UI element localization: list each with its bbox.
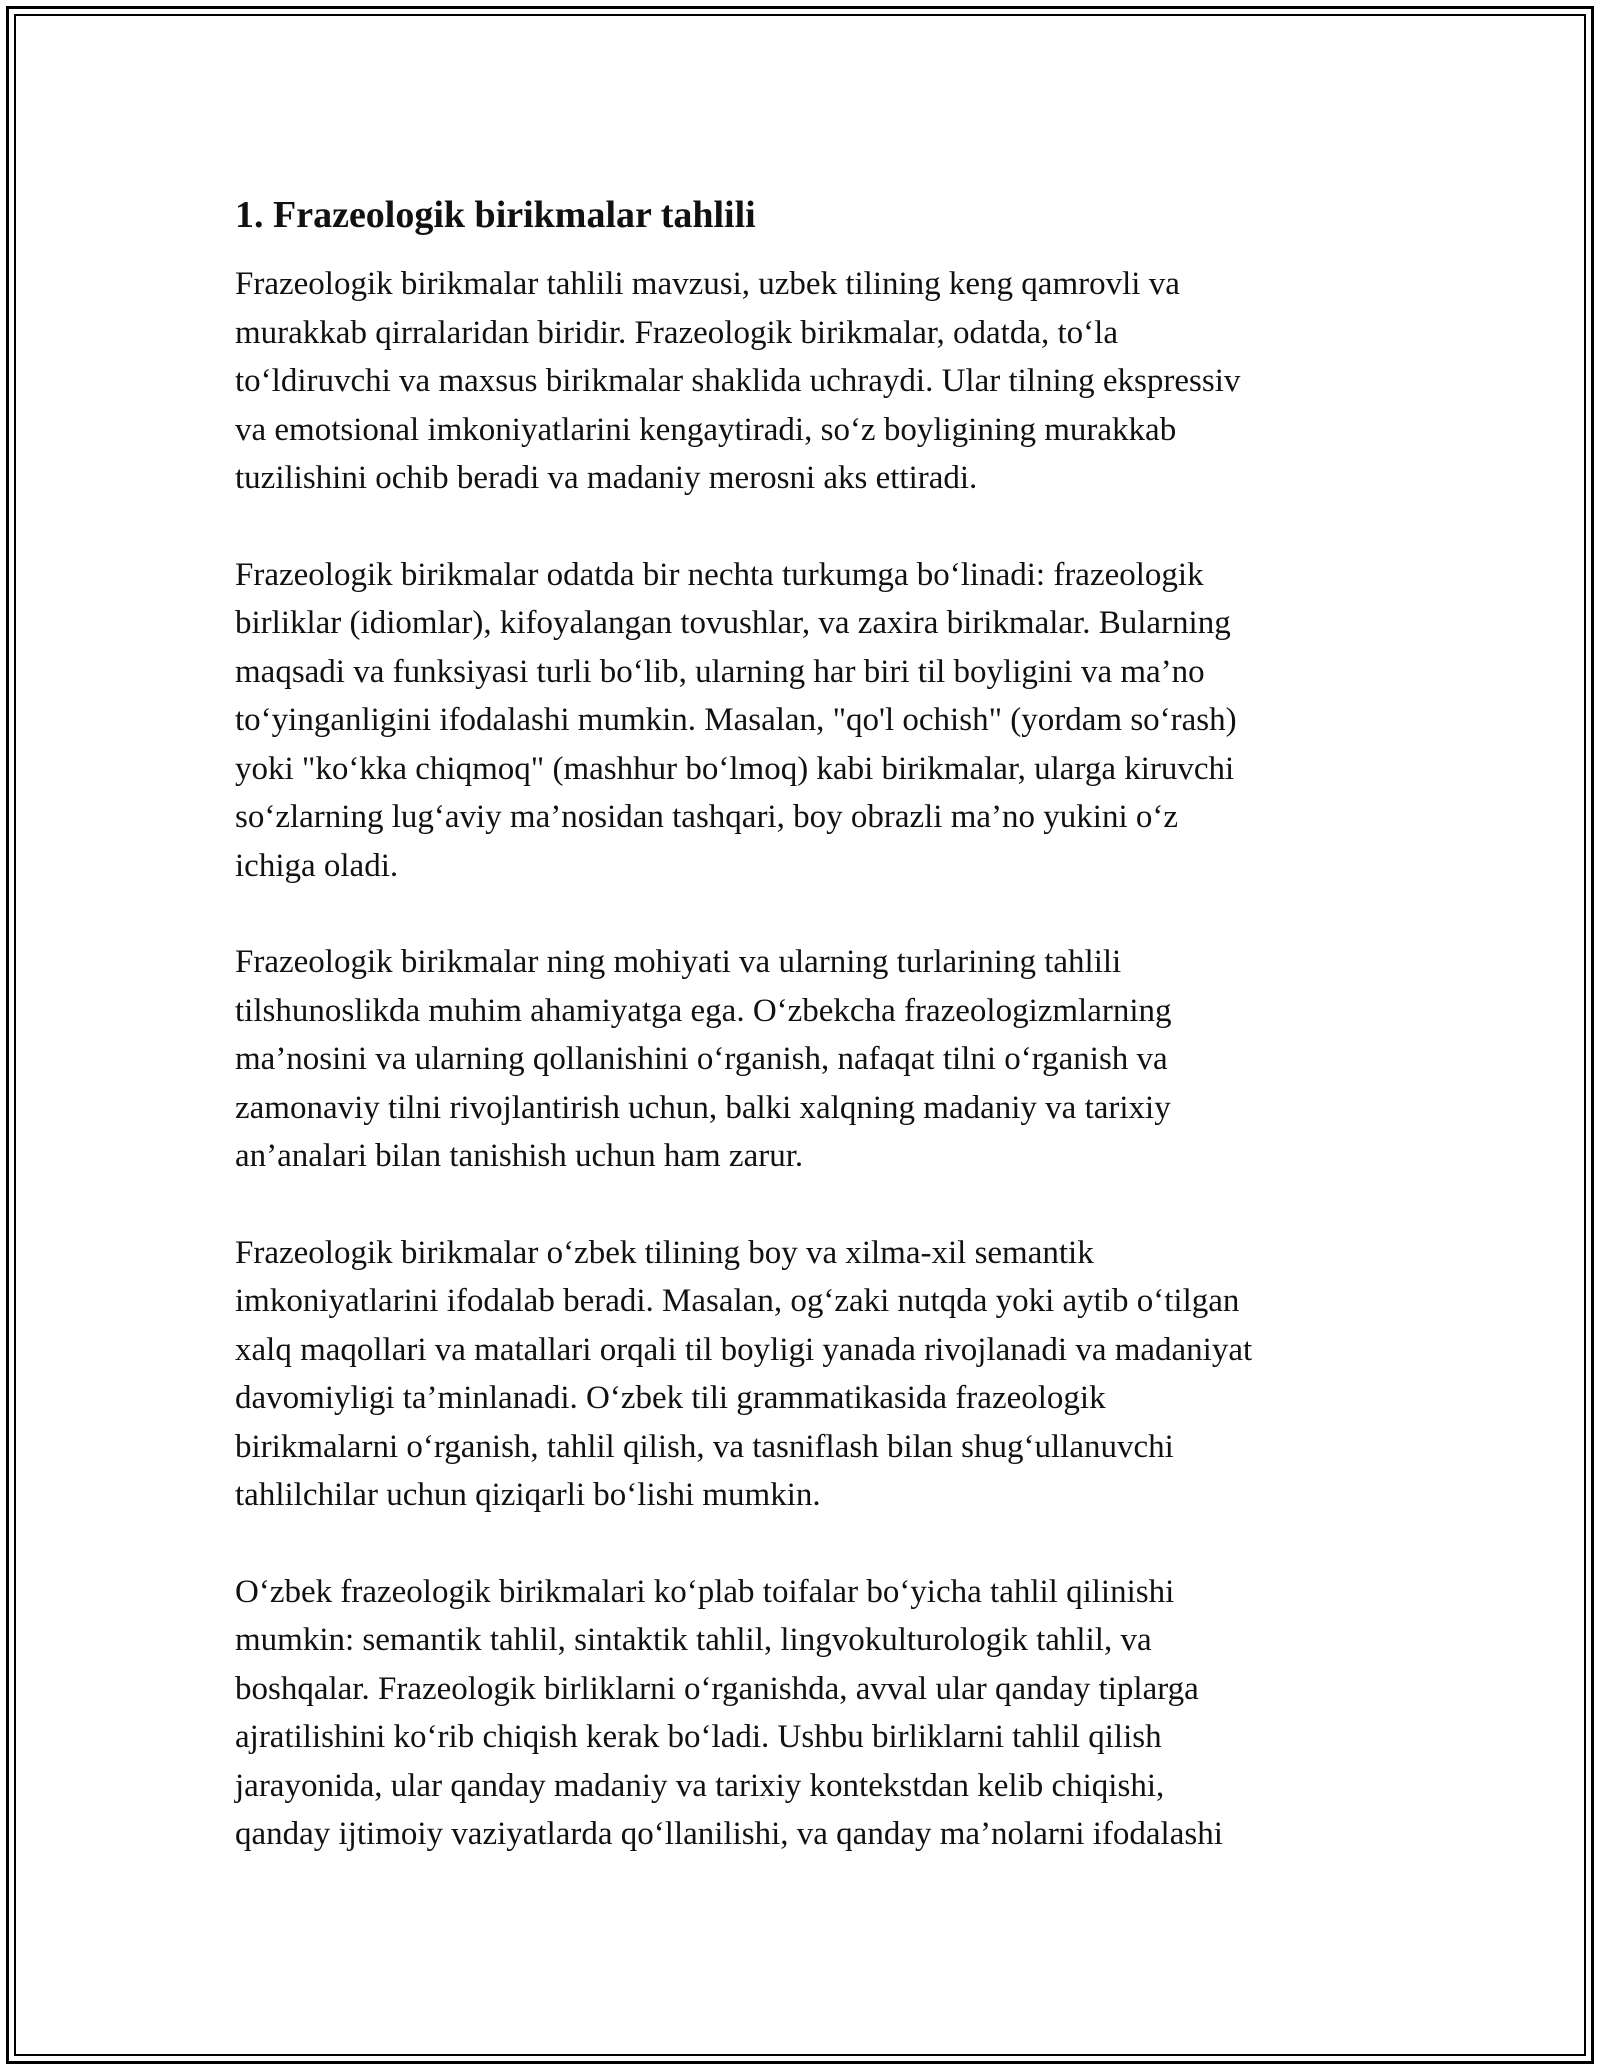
text-line: yoki "ko‘kka chiqmoq" (mashhur bo‘lmoq) kabi birikmalar, ularga kiruvchi <box>235 750 1235 787</box>
text-line: qanday ijtimoiy vaziyatlarda qo‘llanilishi, va qanday ma’nolarni ifodalashi <box>235 1816 1223 1852</box>
paragraph-2 <box>235 551 1385 891</box>
text-line: Frazeologik birikmalar o‘zbek tilining boy va xilma-xil semantik <box>235 1234 1094 1271</box>
text-line: ajratilishini ko‘rib chiqish kerak bo‘ladi. Ushbu birliklarni tahlil qilish <box>235 1719 1162 1755</box>
text-line: murakkab qirralaridan biridir. Frazeologik birikmalar, odatda, to‘la <box>235 314 1118 351</box>
text-line: birliklar (idiomlar), kifoyalangan tovushlar, va zaxira birikmalar. Bularning <box>235 605 1231 641</box>
text-line: mumkin: semantik tahlil, sintaktik tahlil, lingvokulturologik tahlil, va <box>235 1622 1152 1658</box>
text-line: so‘zlarning lug‘aviy ma’nosidan tashqari, boy obrazli ma’no yukini o‘z <box>235 799 1178 835</box>
text-line: tahlilchilar uchun qiziqarli bo‘lishi mumkin. <box>235 1477 821 1513</box>
text-line: va emotsional imkoniyatlarini kengaytiradi, so‘z boyligining murakkab <box>235 411 1177 448</box>
text-line: O‘zbek frazeologik birikmalari ko‘plab toifalar bo‘yicha tahlil qilinishi <box>235 1573 1175 1610</box>
text-line: an’analari bilan tanishish uchun ham zarur. <box>235 1138 804 1174</box>
paragraph-4 <box>235 1229 1385 1520</box>
text-line: jarayonida, ular qanday madaniy va tarixiy kontekstdan kelib chiqishi, <box>235 1767 1165 1804</box>
text-line: xalq maqollari va matallari orqali til boyligi yanada rivojlanadi va madaniyat <box>235 1331 1253 1368</box>
text-line: Frazeologik birikmalar tahlili mavzusi, uzbek tilining keng qamrovli va <box>235 266 1180 302</box>
paragraph-1 <box>235 260 1385 503</box>
section-heading: 1. Frazeologik birikmalar tahlili <box>235 194 756 236</box>
document-body <box>235 190 1385 1907</box>
text-line: tilshunoslikda muhim ahamiyatga ega. O‘zbekcha frazeologizmlarning <box>235 992 1172 1029</box>
text-line: boshqalar. Frazeologik birliklarni o‘rganishda, avval ular qanday tiplarga <box>235 1670 1199 1707</box>
text-line: ma’nosini va ularning qollanishini o‘rganish, nafaqat tilni o‘rganish va <box>235 1041 1168 1077</box>
text-line: imkoniyatlarini ifodalab beradi. Masalan, og‘zaki nutqda yoki aytib o‘tilgan <box>235 1283 1240 1319</box>
text-line: davomiyligi ta’minlanadi. O‘zbek tili grammatikasida frazeologik <box>235 1380 1106 1416</box>
text-line: to‘ldiruvchi va maxsus birikmalar shaklida uchraydi. Ular tilning ekspressiv <box>235 363 1241 399</box>
paragraph-5 <box>235 1568 1385 1859</box>
text-line: Frazeologik birikmalar odatda bir nechta turkumga bo‘linadi: frazeologik <box>235 556 1204 593</box>
paragraph-3 <box>235 938 1385 1181</box>
text-line: tuzilishini ochib beradi va madaniy merosni aks ettiradi. <box>235 460 978 496</box>
text-line: ichiga oladi. <box>235 847 399 884</box>
text-line: maqsadi va funksiyasi turli bo‘lib, ularning har biri til boyligini va ma’no <box>235 653 1205 690</box>
text-line: zamonaviy tilni rivojlantirish uchun, balki xalqning madaniy va tarixiy <box>235 1089 1171 1126</box>
text-line: to‘yinganligini ifodalashi mumkin. Masalan, "qo'l ochish" (yordam so‘rash) <box>235 702 1237 738</box>
text-line: birikmalarni o‘rganish, tahlil qilish, va tasniflash bilan shug‘ullanuvchi <box>235 1428 1174 1465</box>
text-line: Frazeologik birikmalar ning mohiyati va ularning turlarining tahlili <box>235 944 1122 980</box>
